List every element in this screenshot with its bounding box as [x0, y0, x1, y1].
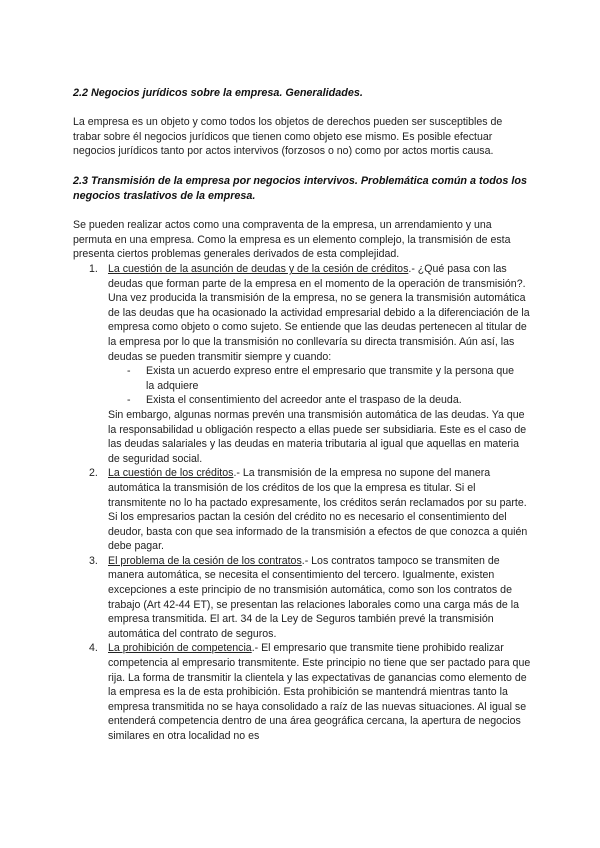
section-heading-2-3: 2.3 Transmisión de la empresa por negocios intervivos. Problemática común a todos los negocios traslativos de la empresa. — [73, 175, 528, 202]
list-item-number: 3. — [89, 554, 98, 567]
list-item-title: La prohibición de competencia — [108, 642, 252, 655]
list-item — [73, 641, 533, 743]
list-item-text: .- Los contratos tampoco se transmiten de manera automática, se necesita el consentimiento del tercero. Igualmente, existen excepciones a este principio de no transmisión automática, como son los contratos de trabajo (Art 42-44 ET), se presentan las relaciones laborales como una carga más de la empresa transmitida. El art. 34 de la Ley de Seguros también prevé la transmisión automática del contrato de seguros. — [108, 554, 520, 640]
list-item-title: La cuestión de los créditos — [108, 467, 234, 480]
list-item-title: La cuestión de la asunción de deudas y de la cesión de créditos — [108, 263, 409, 275]
list-item — [73, 466, 533, 554]
sublist-item-text: Exista el consentimiento del acreedor ante el traspaso de la deuda. — [146, 394, 462, 407]
list-item-text: .- ¿Qué pasa con las deudas que forman parte de la empresa en el momento de la operación de transmisión?. Una vez producida la transmisión de la empresa, no se genera la transmisión automática de las deudas que ha ocasionado la actividad empresarial debido a la diferenciación de la empresa como objeto o como sujeto. Se entiende que las deudas pertenecen al titular de la empresa por lo que la transmisión no conllevaría su directa transmisión. Aún así, las deudas se pueden transmitir siempre y cuando: — [108, 263, 530, 363]
sublist — [108, 364, 533, 408]
list-item-number: 2. — [89, 467, 98, 480]
list-item — [73, 262, 533, 466]
list-item-text: .- La transmisión de la empresa no supone del manera automática la transmisión de los créditos de los que la empresa es titular. Si el transmitente no lo ha pactado expresamente, los créditos serán reclamados por su parte. Si los empresarios pactan la cesión del crédito no es necesario el consentimiento del deudor, basta con que sea informado de la transmisión a efectos de que conozca a quién debe pagar. — [108, 467, 528, 553]
numbered-list — [73, 262, 533, 744]
list-item-number: 1. — [89, 263, 98, 275]
section-paragraph-2-3: Se pueden realizar actos como una compraventa de la empresa, un arrendamiento y una permuta en una empresa. Como la empresa es un elemento complejo, la transmisión de esta presenta ciertos problemas generales derivados de esta complejidad. — [73, 219, 511, 261]
sublist-item — [108, 364, 533, 393]
section-heading-2-2: 2.2 Negocios jurídicos sobre la empresa. Generalidades. — [73, 87, 363, 99]
sublist-item — [108, 393, 533, 408]
sublist-item-text: Exista un acuerdo expreso entre el empresario que transmite y la persona que la adquiere — [146, 365, 515, 392]
list-item-number: 4. — [89, 642, 98, 655]
section-paragraph-2-2: La empresa es un objeto y como todos los objetos de derechos pueden ser susceptibles de trabar sobre él negocios jurídicos que tienen como objeto ese mismo. Es posible efectuar negocios jurídicos tanto por actos intervivos (forzosos o no) como por actos mortis causa. — [73, 116, 503, 158]
dash-bullet: - — [127, 365, 131, 378]
list-item-text: .- El empresario que transmite tiene prohibido realizar competencia al empresario transmitente. Este principio no tiene que ser pactado para que rija. La forma de transmitir la clientela y las expectativas de ganancias como elemento de la empresa es la de esta prohibición. Esta prohibición se mantendrá mientras tanto la empresa transmitida no se haya consolidado a raíz de las nuevas situaciones. Al igual se entenderá competencia dentro de una área geográfica cercana, la apertura de negocios similares en otra localidad no es — [108, 642, 531, 742]
list-item-title: El problema de la cesión de los contratos — [108, 554, 302, 567]
list-item — [73, 554, 533, 642]
list-item-continuation: Sin embargo, algunas normas prevén una transmisión automática de las deudas. Ya que la responsabilidad u obligación respecto a ellas puede ser subsidiaria. Este es el caso de las deudas salariales y las deudas en materia tributaria al igual que aquellas en materia de seguridad social. — [108, 408, 527, 465]
dash-bullet: - — [127, 394, 131, 407]
